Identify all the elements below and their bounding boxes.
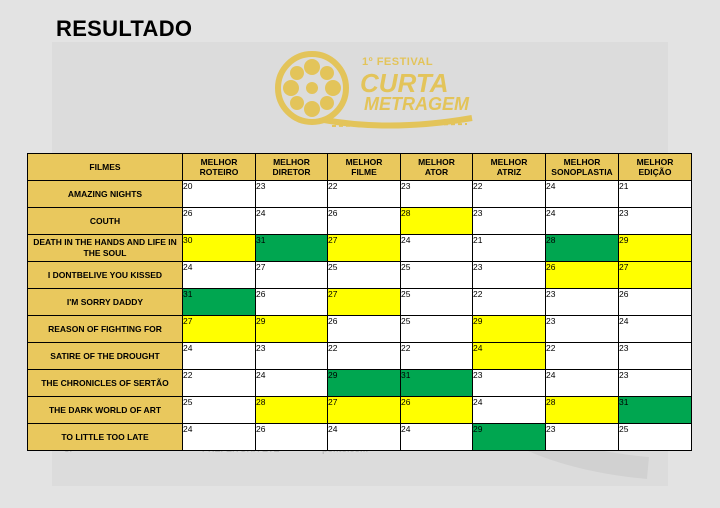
score-cell: 23	[546, 424, 619, 451]
score-cell: 24	[328, 424, 401, 451]
score-cell: 27	[328, 397, 401, 424]
table-row	[28, 343, 692, 370]
score-cell: 28	[256, 397, 328, 424]
score-cell: 23	[256, 343, 328, 370]
header-sonoplastia: MELHOR SONOPLASTIA	[546, 154, 619, 181]
score-cell: 29	[473, 316, 546, 343]
score-cell: 21	[619, 181, 692, 208]
score-cell: 27	[328, 235, 401, 262]
film-name-cell: TO LITTLE TOO LATE	[28, 424, 183, 451]
score-cell: 25	[401, 289, 473, 316]
score-cell: 23	[473, 208, 546, 235]
score-cell: 27	[619, 262, 692, 289]
film-name-cell: I DONTBELIVE YOU KISSED	[28, 262, 183, 289]
score-cell: 23	[619, 208, 692, 235]
festival-logo	[272, 50, 482, 130]
score-cell: 21	[473, 235, 546, 262]
score-cell: 31	[183, 289, 256, 316]
table-row	[28, 424, 692, 451]
score-cell: 27	[256, 262, 328, 289]
header-roteiro: MELHOR ROTEIRO	[183, 154, 256, 181]
score-cell: 23	[401, 181, 473, 208]
film-name-cell: SATIRE OF THE DROUGHT	[28, 343, 183, 370]
score-cell: 31	[256, 235, 328, 262]
score-cell: 22	[401, 343, 473, 370]
score-cell: 24	[256, 370, 328, 397]
score-cell: 26	[619, 289, 692, 316]
score-cell: 22	[473, 289, 546, 316]
score-cell: 24	[546, 208, 619, 235]
page-title: RESULTADO	[56, 16, 193, 41]
score-cell: 26	[401, 397, 473, 424]
logo-festival-text: 1º FESTIVAL	[362, 56, 434, 68]
score-cell: 29	[473, 424, 546, 451]
score-cell: 31	[619, 397, 692, 424]
score-cell: 23	[619, 370, 692, 397]
table-row	[28, 208, 692, 235]
score-cell: 20	[183, 181, 256, 208]
header-ator: MELHOR ATOR	[401, 154, 473, 181]
score-cell: 29	[256, 316, 328, 343]
score-cell: 26	[328, 316, 401, 343]
score-cell: 23	[473, 370, 546, 397]
score-cell: 24	[183, 424, 256, 451]
score-cell: 28	[546, 235, 619, 262]
score-cell: 28	[401, 208, 473, 235]
film-name-cell: COUTH	[28, 208, 183, 235]
score-cell: 24	[256, 208, 328, 235]
film-name-cell: AMAZING NIGHTS	[28, 181, 183, 208]
score-cell: 25	[401, 316, 473, 343]
score-cell: 25	[401, 262, 473, 289]
film-name-cell: REASON OF FIGHTING FOR	[28, 316, 183, 343]
table-row	[28, 181, 692, 208]
score-cell: 26	[256, 289, 328, 316]
score-cell: 23	[546, 289, 619, 316]
score-cell: 22	[328, 181, 401, 208]
header-edicao: MELHOR EDIÇÃO	[619, 154, 692, 181]
score-cell: 29	[619, 235, 692, 262]
film-name-cell: THE CHRONICLES OF SERTÃO	[28, 370, 183, 397]
score-cell: 24	[473, 397, 546, 424]
score-cell: 25	[183, 397, 256, 424]
score-cell: 23	[473, 262, 546, 289]
score-cell: 22	[473, 181, 546, 208]
score-cell: 29	[328, 370, 401, 397]
logo-title-line1: CURTA	[360, 68, 449, 98]
header-atriz: MELHOR ATRIZ	[473, 154, 546, 181]
film-name-cell: THE DARK WORLD OF ART	[28, 397, 183, 424]
score-cell: 24	[473, 343, 546, 370]
score-cell: 25	[328, 262, 401, 289]
score-cell: 24	[401, 424, 473, 451]
score-cell: 31	[401, 370, 473, 397]
table-row	[28, 370, 692, 397]
score-cell: 28	[546, 397, 619, 424]
table-row	[28, 235, 692, 262]
score-cell: 30	[183, 235, 256, 262]
score-cell: 26	[328, 208, 401, 235]
score-cell: 23	[619, 343, 692, 370]
score-cell: 24	[546, 370, 619, 397]
header-films: FILMES	[28, 154, 183, 181]
score-cell: 22	[546, 343, 619, 370]
score-cell: 22	[183, 370, 256, 397]
header-diretor: MELHOR DIRETOR	[256, 154, 328, 181]
score-cell: 25	[619, 424, 692, 451]
table-header-row	[28, 154, 692, 181]
table-row	[28, 289, 692, 316]
logo-title-line2: METRAGEM	[364, 94, 469, 114]
score-cell: 26	[546, 262, 619, 289]
score-cell: 22	[328, 343, 401, 370]
table-row	[28, 397, 692, 424]
results-table	[27, 153, 692, 451]
score-cell: 24	[183, 262, 256, 289]
score-cell: 24	[401, 235, 473, 262]
table-row	[28, 262, 692, 289]
score-cell: 24	[619, 316, 692, 343]
score-cell: 23	[256, 181, 328, 208]
score-cell: 24	[183, 343, 256, 370]
table-row	[28, 316, 692, 343]
film-name-cell: DEATH IN THE HANDS AND LIFE IN THE SOUL	[28, 235, 183, 262]
score-cell: 27	[183, 316, 256, 343]
film-name-cell: I'M SORRY DADDY	[28, 289, 183, 316]
score-cell: 27	[328, 289, 401, 316]
score-cell: 24	[546, 181, 619, 208]
score-cell: 26	[183, 208, 256, 235]
header-filme: MELHOR FILME	[328, 154, 401, 181]
score-cell: 26	[256, 424, 328, 451]
score-cell: 23	[546, 316, 619, 343]
